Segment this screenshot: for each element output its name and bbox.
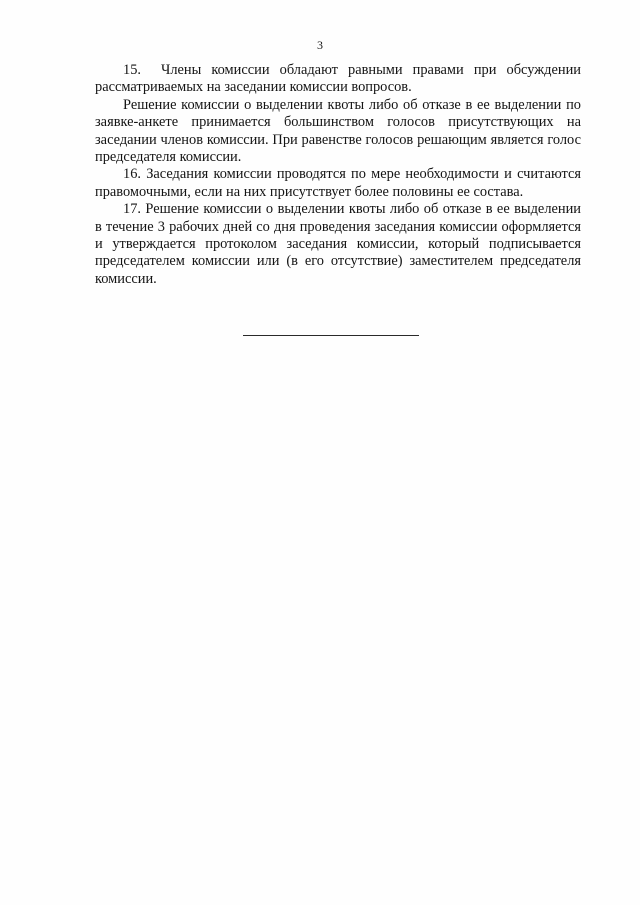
paragraph-17: 17. Решение комиссии о выделении квоты либо об отказе в ее выделении в течение 3 рабочих дней со дня проведения заседания комиссии оформляется и утверждается протоколом заседания комиссии, который подписывается председателем комиссии или (в его отсутствие) заместителем председателя комиссии. (95, 201, 581, 287)
end-of-text-divider (243, 335, 419, 336)
document-body (95, 62, 581, 288)
paragraph-16: 16. Заседания комиссии проводятся по мере необходимости и считаются правомочными, если на них присутствует более половины ее состава. (95, 166, 581, 200)
paragraph-15 (95, 62, 581, 97)
page-number: 3 (317, 38, 323, 52)
paragraph-15-number: 15. (123, 62, 141, 78)
paragraph-15-text: Члены комиссии обладают равными правами при обсуждении рассматриваемых на заседании комиссии вопросов. (95, 62, 581, 96)
paragraph-15-decision: Решение комиссии о выделении квоты либо об отказе в ее выделении по заявке-анкете принимается большинством голосов присутствующих на заседании членов комиссии. При равенстве голосов решающим является голос председателя комиссии. (95, 96, 581, 166)
